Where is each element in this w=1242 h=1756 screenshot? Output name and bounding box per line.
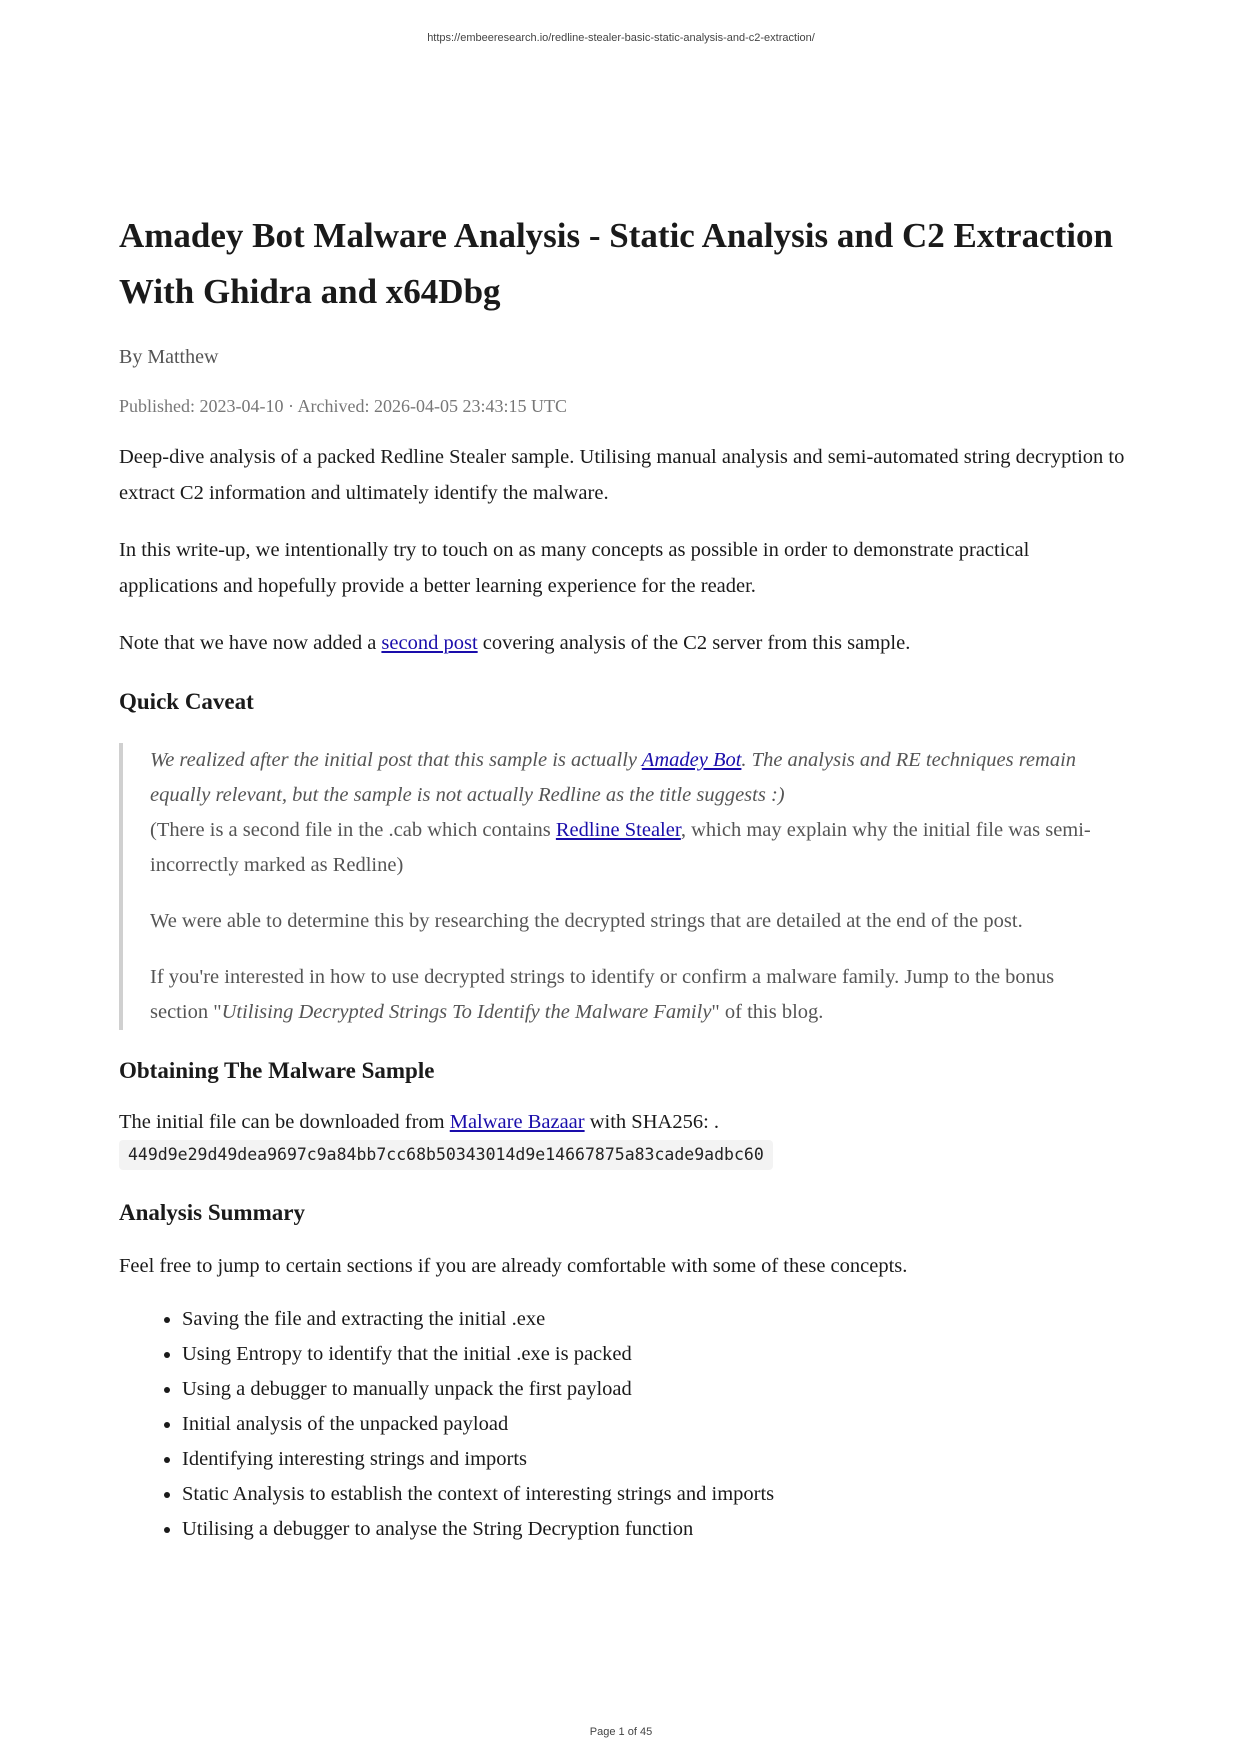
caveat-plain-before: (There is a second file in the .cab which contains <box>150 819 556 841</box>
obtaining-text-after: with SHA256: . <box>584 1111 720 1133</box>
amadey-bot-link[interactable]: Amadey Bot <box>641 749 742 771</box>
bonus-section-title: Utilising Decrypted Strings To Identify the Malware Family <box>221 1001 712 1023</box>
list-item: • Saving the file and extracting the initial .exe <box>182 1302 1129 1337</box>
caveat-para3-after: " of this blog. <box>711 1001 824 1023</box>
caveat-heading: Quick Caveat <box>119 689 254 714</box>
article-title: Amadey Bot Malware Analysis - Static Analysis and C2 Extraction With Ghidra and x64Dbg <box>119 216 1113 311</box>
list-item: • Identifying interesting strings and imports <box>182 1442 1129 1477</box>
summary-list <box>119 1302 1129 1547</box>
obtaining-text-before: The initial file can be downloaded from <box>119 1111 450 1133</box>
intro-paragraph: Deep-dive analysis of a packed Redline Stealer sample. Utilising manual analysis and semi-automated string decryption to extract C2 information and ultimately identify the malware. <box>119 446 1125 504</box>
caveat-italic-after: . The analysis and RE techniques remain equally relevant, but the sample is not actually Redline as the title suggests :) <box>150 749 1077 806</box>
caveat-para3-before: If you're interested in how to use decrypted strings to identify or confirm a malware family. Jump to the bonus section " <box>150 966 1055 1023</box>
page-number: Page 1 of 45 <box>589 1726 653 1738</box>
obtaining-heading: Obtaining The Malware Sample <box>119 1058 435 1083</box>
list-item: • Initial analysis of the unpacked payload <box>182 1407 1129 1442</box>
caveat-para-3 <box>150 960 1101 1030</box>
caveat-plain-after: , which may explain why the initial file was semi-incorrectly marked as Redline) <box>150 819 1091 876</box>
sha256-hash: 449d9e29d49dea9697c9a84bb7cc68b50343014d9e14667875a83cade9adbc60 <box>119 1140 773 1170</box>
note-paragraph <box>119 625 1129 661</box>
list-item: • Using a debugger to manually unpack the first payload <box>182 1372 1129 1407</box>
note-text-before: Note that we have now added a <box>119 632 382 654</box>
article <box>119 208 1129 1547</box>
caveat-quote <box>119 743 1129 1030</box>
list-item: • Static Analysis to establish the context of interesting strings and imports <box>182 1477 1129 1512</box>
redline-stealer-link[interactable]: Redline Stealer <box>555 819 681 841</box>
summary-intro: Feel free to jump to certain sections if you are already comfortable with some of these concepts. <box>119 1255 908 1277</box>
author-byline: By Matthew <box>119 346 219 368</box>
caveat-para-1 <box>150 743 1101 883</box>
list-item: • Utilising a debugger to analyse the String Decryption function <box>182 1512 1129 1547</box>
writeup-paragraph: In this write-up, we intentionally try to touch on as many concepts as possible in order to demonstrate practical applications and hopefully provide a better learning experience for the reader. <box>119 539 1030 597</box>
list-item: • Using Entropy to identify that the initial .exe is packed <box>182 1337 1129 1372</box>
malware-bazaar-link[interactable]: Malware Bazaar <box>449 1111 585 1133</box>
note-text-after: covering analysis of the C2 server from this sample. <box>477 632 911 654</box>
second-post-link[interactable]: second post <box>381 632 478 654</box>
caveat-para-2: We were able to determine this by researching the decrypted strings that are detailed at the end of the post. <box>150 910 1023 932</box>
caveat-italic-before: We realized after the initial post that this sample is actually <box>150 749 642 771</box>
summary-heading: Analysis Summary <box>119 1200 305 1225</box>
page-url-header: https://embeeresearch.io/redline-stealer-basic-static-analysis-and-c2-extraction/ <box>427 32 815 44</box>
obtaining-paragraph <box>119 1106 1129 1170</box>
publish-meta: Published: 2023-04-10 · Archived: 2026-04-05 23:43:15 UTC <box>119 396 567 416</box>
